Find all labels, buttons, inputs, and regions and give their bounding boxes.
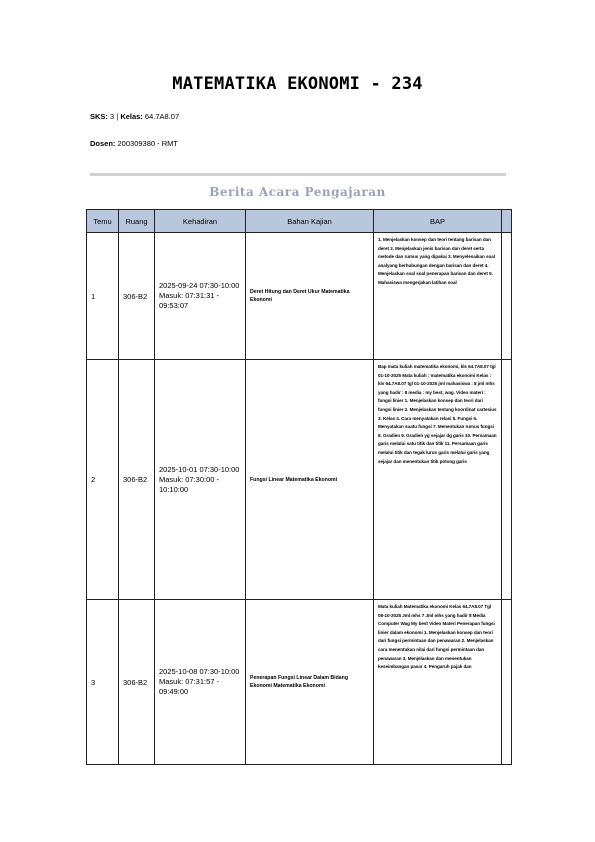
- cell-ruang: 306-B2: [119, 233, 155, 360]
- lecturer-info-line: [90, 139, 178, 148]
- header-bap: BAP: [374, 210, 502, 233]
- cell-bahan-kajian: Penerapan Fungsi Linear Dalam Bidang Ekonomi Matematika Ekonomi: [246, 600, 374, 765]
- cell-spacer: [502, 360, 512, 600]
- sks-label: SKS:: [90, 112, 108, 121]
- divider: [90, 173, 506, 176]
- header-spacer: [502, 210, 512, 233]
- table-header-row: [87, 210, 512, 233]
- course-info-line: SKS: 3 | Kelas: 64.7A8.07: [90, 112, 180, 121]
- teaching-report-table: [86, 209, 512, 765]
- page-title: MATEMATIKA EKONOMI - 234: [172, 74, 423, 94]
- cell-spacer: [502, 233, 512, 360]
- check-in-time: Masuk: 07:31:57 - 09:49:00: [159, 677, 220, 696]
- cell-ruang: 306-B2: [119, 360, 155, 600]
- cell-ruang: 306-B2: [119, 600, 155, 765]
- cell-temu: 3: [87, 600, 119, 765]
- sks-value: 3: [110, 112, 115, 121]
- cell-spacer: [502, 600, 512, 765]
- kelas-label: Kelas:: [120, 112, 143, 121]
- cell-bahan-kajian: Fungsi Linear Matematika Ekonomi: [246, 360, 374, 600]
- header-kehadiran: Kehadiran: [155, 210, 246, 233]
- table-row: [87, 360, 512, 600]
- cell-kehadiran: [155, 360, 246, 600]
- cell-temu: 2: [87, 360, 119, 600]
- header-ruang: Ruang: [119, 210, 155, 233]
- check-in-time: Masuk: 07:31:31 - 09:53:07: [159, 291, 220, 310]
- table-row: [87, 233, 512, 360]
- cell-bap: Bap mata kuliah matematika ekonomi, kls 64.7A8.07 tgl 01-10-2025 Mata kuliah : matematika ekonomi Kelas : kls 64.7A8.07 tgl 01-10-2025 jml mahasiswa : 8 jml mhs yang hadir : 8 media : my best, wag. Video materi : fungsi linier 1. Menjelaskan konsep dan teori dari fungsi linier 2. Menjelaskan tentang koordinat cartesius 3. Kelas 4. Cara menyatakan relasi 5. Fungsi 6. Menyatakan suatu fungsi 7. Menentukan rumus fungsi 8. Gradien 9. Gradien yg sejajar dg garis 10. Persamaan garis melalui satu titik dan titik 11. Persamaan garis melalui titik dan tegak lurus garis melalui garis yang sejajar dan menentukan titik potong garis: [374, 360, 502, 600]
- header-temu: Temu: [87, 210, 119, 233]
- table-row: [87, 600, 512, 765]
- cell-bahan-kajian: Deret Hitung dan Deret Ukur Matematika Ekonomi: [246, 233, 374, 360]
- kelas-value: 64.7A8.07: [144, 112, 180, 121]
- schedule-time: 2025-10-01 07:30-10:00: [159, 464, 240, 474]
- check-in-time: Masuk: 07:30:00 - 10:10:00: [159, 474, 220, 494]
- dosen-label: Dosen:: [90, 139, 116, 148]
- cell-kehadiran: [155, 233, 246, 360]
- dosen-value: 200309380 - RMT: [117, 139, 178, 148]
- cell-kehadiran: [155, 600, 246, 765]
- header-bahan-kajian: Bahan Kajian: [246, 210, 374, 233]
- schedule-time: 2025-10-08 07:30-10:00: [159, 667, 240, 676]
- cell-temu: 1: [87, 233, 119, 360]
- cell-bap: Mata kuliah Matematika ekonomi Kelas 64.7A8.07 Tgl 08-10-2025 Jml mhs 7 Jml mhs yang hadir 8 Media Computer Wag My best Video Materi Penerapan fungsi linier dalam ekonomi 1. Menjelaskan konsep dan teori dari fungsi permintaan dan penawaran 2. Menjelaskan cara menentukan nilai dari fungsi permintaan dan penawaran 3. Menjelaskan dan menentukan keseimbangan pasar 4. Pengaruh pajak dan: [374, 600, 502, 765]
- section-title: Berita Acara Pengajaran: [209, 185, 386, 199]
- schedule-time: 2025-09-24 07:30-10:00: [159, 281, 240, 290]
- cell-bap: 1. Menjelaskan konsep dan teori tentang barisan dan deret 2. Menjelaskan jenis barisan dan deret serta metode dan rumus yang dipakai 3. Menyelesaikan soal analyang berhubungan dengan barisan dan deret 4. Menjelaskan soal soal penerapan barisan dan deret 5. Mahasiswa mengerjakan latihan soal: [374, 233, 502, 360]
